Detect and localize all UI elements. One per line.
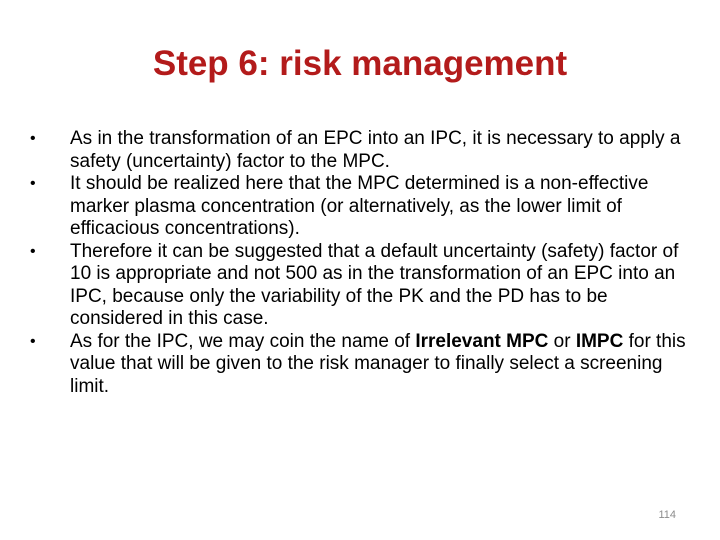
bullet-item <box>30 241 690 331</box>
bold-term-irrelevant-mpc: Irrelevant MPC <box>415 330 549 352</box>
bullet-marker: • <box>30 175 36 192</box>
bullet-marker: • <box>30 130 36 147</box>
page-number: 114 <box>658 509 676 521</box>
bullet-text-part: for this value that will be given to the risk manager to finally select a screening limit. <box>70 330 686 397</box>
bullet-item <box>30 128 690 173</box>
bullet-list <box>30 128 690 398</box>
bold-term-impc: IMPC <box>575 330 624 352</box>
bullet-text-part: As for the IPC, we may coin the name of <box>70 330 416 352</box>
bullet-text: As in the transformation of an EPC into an IPC, it is necessary to apply a safety (uncertainty) factor to the MPC. <box>70 128 681 172</box>
bullet-text: It should be realized here that the MPC determined is a non-effective marker plasma concentration (or alternatively, as the lower limit of efficacious concentrations). <box>70 173 649 239</box>
bullet-item <box>30 173 690 241</box>
bullet-item <box>30 331 690 399</box>
bullet-marker: • <box>30 242 36 260</box>
bullet-text: Therefore it can be suggested that a default uncertainty (safety) factor of 10 is appropriate and not 500 as in the transformation of an EPC into an IPC, because only the variability of the PK and the PD has to be considered in this case. <box>70 240 679 329</box>
slide-title: Step 6: risk management <box>152 44 568 83</box>
bullet-text-part: or <box>548 330 576 352</box>
bullet-marker: • <box>30 332 36 350</box>
